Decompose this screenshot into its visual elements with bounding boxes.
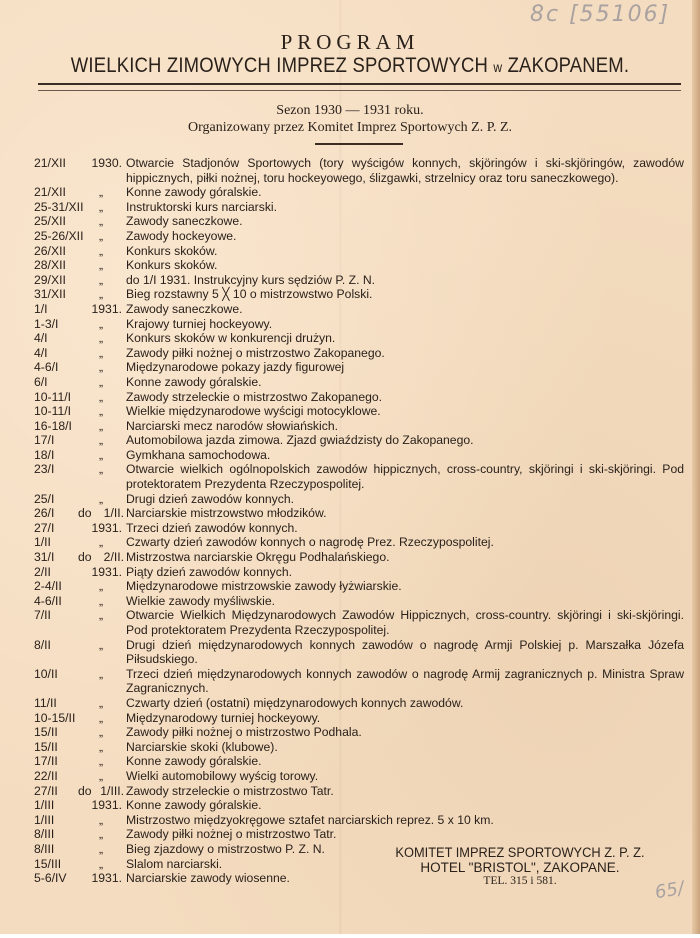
event-date: 11/II [34, 695, 57, 710]
date-column [34, 608, 124, 637]
schedule-row [34, 229, 684, 244]
event-description: Trzeci dzień międzynarodowych konnych zawodów o nagrodę Armij zagranicznych p. Ministra Spraw Zagranicznych. [126, 666, 684, 696]
date-column [34, 214, 124, 229]
event-description: Drugi dzień międzynarodowych konnych zawodów o nagrodę Armji Polskiej p. Marszałka Józefa Piłsudskiego. [126, 637, 684, 667]
event-description: Piąty dzień zawodów konnych. [126, 564, 292, 579]
ditto-mark: „ [98, 856, 104, 871]
ditto-mark: „ [98, 710, 104, 725]
event-schedule [34, 156, 684, 886]
date-column [34, 287, 124, 302]
schedule-row [34, 579, 684, 594]
date-column [34, 433, 124, 448]
date-column [34, 813, 124, 828]
schedule-row [34, 302, 684, 317]
double-rule-divider [38, 83, 681, 91]
schedule-row [34, 740, 684, 755]
event-date: 16-18/I [34, 418, 72, 433]
event-date: 29/XII [34, 272, 66, 287]
event-description: Trzeci dzień zawodów konnych. [126, 520, 298, 535]
date-column [34, 550, 124, 565]
footer-contact [360, 845, 680, 887]
date-column [34, 229, 124, 244]
event-description: Wielki automobilowy wyścig torowy. [126, 768, 319, 783]
schedule-row [34, 200, 684, 215]
ditto-mark: „ [98, 754, 104, 769]
schedule-row [34, 798, 684, 813]
schedule-row [34, 535, 684, 550]
event-date: 22/II [34, 768, 58, 783]
ditto-mark: „ [98, 739, 104, 754]
date-column [34, 448, 124, 463]
event-description: Narciarskie skoki (klubowe). [126, 739, 278, 754]
schedule-row [34, 550, 684, 565]
short-rule-divider [315, 143, 403, 145]
footer-phone: TEL. 315 i 581. [483, 875, 557, 887]
ditto-mark: „ [98, 579, 104, 594]
scan-border [0, 934, 700, 938]
ditto-mark: „ [98, 593, 104, 608]
ditto-mark: „ [98, 768, 104, 783]
ditto-mark: „ [98, 316, 104, 331]
schedule-row [34, 769, 684, 784]
event-year: 1931. [91, 301, 122, 316]
event-description: Czwarty dzień zawodów konnych o nagrodę Prez. Rzeczypospolitej. [126, 535, 494, 550]
ditto-mark: „ [98, 199, 104, 214]
schedule-row [34, 565, 684, 580]
date-column [34, 346, 124, 361]
date-column [34, 565, 124, 580]
archive-mark: 8c [55106] [530, 2, 671, 27]
schedule-row [34, 390, 684, 405]
ditto-mark: „ [98, 695, 104, 710]
event-date: 8/III [34, 841, 55, 856]
date-column [34, 404, 124, 419]
schedule-row [34, 185, 684, 200]
ditto-mark: „ [98, 345, 104, 360]
event-year: 1931. [91, 564, 122, 579]
date-column [34, 185, 124, 200]
event-date: 4/I [34, 331, 48, 346]
ditto-mark: „ [98, 243, 104, 258]
event-date: 2-4/II [34, 579, 62, 594]
date-range-end: 1/II. [103, 506, 124, 521]
ditto-mark: „ [98, 258, 104, 273]
date-column [34, 696, 124, 711]
ditto-mark: „ [98, 272, 104, 287]
event-description: Mistrzostwa narciarskie Okręgu Podhalańskiego. [126, 550, 390, 565]
date-column [34, 258, 124, 273]
schedule-row [34, 375, 684, 390]
event-date: 25-31/XII [34, 199, 84, 214]
date-column [34, 594, 124, 609]
event-description: Bieg zjazdowy o mistrzostwo P. Z. N. [126, 841, 325, 856]
date-range [78, 550, 124, 565]
schedule-row [34, 156, 684, 185]
event-date: 26/XII [34, 243, 66, 258]
event-date: 23/I [34, 462, 55, 477]
event-description: Zawody piłki nożnej o mistrzostwo Podhala. [126, 725, 362, 740]
event-date: 27/II [34, 783, 58, 798]
schedule-row [34, 638, 684, 667]
schedule-row [34, 287, 684, 302]
event-date: 8/III [34, 827, 55, 842]
paper-edge [692, 0, 700, 938]
event-date: 26/I [34, 506, 55, 521]
event-date: 25-26/XII [34, 228, 84, 243]
date-column [34, 579, 124, 594]
date-column [34, 462, 124, 491]
schedule-row [34, 317, 684, 332]
event-description: Narciarskie mistrzowstwo młodzików. [126, 506, 327, 521]
organizer-line: Organizowany przez Komitet Imprez Sportowych Z. P. Z. [188, 120, 512, 135]
event-date: 27/I [34, 520, 55, 535]
event-date: 17/II [34, 754, 58, 769]
ditto-mark: „ [98, 666, 104, 681]
subtitle-w: w [493, 59, 503, 75]
event-description: Czwarty dzień (ostatni) międzynarodowych konnych zawodów. [126, 695, 464, 710]
schedule-row [34, 754, 684, 769]
schedule-row [34, 813, 684, 828]
event-year: 1931. [91, 520, 122, 535]
date-column [34, 784, 124, 799]
date-column [34, 244, 124, 259]
event-date: 2/II [34, 564, 51, 579]
event-description: Slalom narciarski. [126, 856, 223, 871]
ditto-mark: „ [98, 228, 104, 243]
schedule-row [34, 273, 684, 288]
date-column [34, 360, 124, 375]
event-date: 4/I [34, 345, 48, 360]
schedule-row [34, 594, 684, 609]
event-description: Gymkhana samochodowa. [126, 447, 271, 462]
event-date: 1/II [34, 535, 51, 550]
event-description: Otwarcie Stadjonów Sportowych (tory wyścigów konnych, skjöringów i ski-skjöringów, zawodów hippicznych, piłki nożnej, toru hockeyowego, ślizgawki, strzelnicy oraz toru saneczkowego). [126, 156, 684, 185]
ditto-mark: „ [98, 725, 104, 740]
event-date: 10/II [34, 666, 58, 681]
subtitle-part-b: ZAKOPANEM. [507, 53, 630, 77]
event-date: 6/I [34, 374, 48, 389]
date-range-end: 1/III. [100, 783, 124, 798]
event-year: 1931. [91, 798, 122, 813]
schedule-row [34, 696, 684, 711]
date-column [34, 200, 124, 215]
event-date: 15/II [34, 725, 58, 740]
date-column [34, 871, 124, 886]
date-column [34, 740, 124, 755]
season-line: Sezon 1930 — 1931 roku. [276, 103, 424, 118]
footer-committee: KOMITET IMPREZ SPORTOWYCH Z. P. Z. [395, 845, 645, 860]
event-date: 25/XII [34, 214, 66, 229]
event-date: 15/II [34, 739, 58, 754]
schedule-row [34, 433, 684, 448]
date-column [34, 711, 124, 726]
event-date: 1/III [34, 812, 55, 827]
event-date: 1/III [34, 798, 55, 813]
subtitle-part-a: WIELKICH ZIMOWYCH IMPREZ SPORTOWYCH [70, 53, 489, 77]
event-description: Otwarcie Wielkich Międzynarodowych Zawodów Hippicznych, cross-country. skjöringi i ski-skjöringi. Pod protektoratem Prezydenta Rzeczypospolitej. [126, 608, 684, 637]
schedule-row [34, 244, 684, 259]
date-column [34, 156, 124, 185]
event-description: Międzynarodowe mistrzowskie zawody łyżwiarskie. [126, 579, 402, 594]
event-date: 31/XII [34, 287, 66, 302]
ditto-mark: „ [98, 841, 104, 856]
ditto-mark: „ [98, 389, 104, 404]
ditto-mark: „ [98, 447, 104, 462]
schedule-row [34, 258, 684, 273]
schedule-row [34, 492, 684, 507]
event-description: Mistrzostwo międzyokręgowe sztafet narciarskich reprez. 5 x 10 km. [126, 812, 494, 827]
date-column [34, 535, 124, 550]
event-description: Zawody strzeleckie o mistrzostwo Zakopanego. [126, 389, 383, 404]
date-column [34, 798, 124, 813]
ditto-mark: „ [98, 185, 104, 200]
date-column [34, 725, 124, 740]
ditto-mark: „ [98, 433, 104, 448]
date-column [34, 521, 124, 536]
event-description: Bieg rozstawny 5 ╳ 10 o mistrzowstwo Polski. [126, 287, 373, 302]
event-date: 25/I [34, 491, 55, 506]
event-date: 5-6/IV [34, 871, 67, 886]
event-date: 1/I [34, 301, 48, 316]
event-date: 10-11/I [34, 404, 72, 419]
date-column [34, 492, 124, 507]
date-range-end: 2/II. [103, 550, 124, 565]
date-column [34, 317, 124, 332]
event-description: Otwarcie wielkich ogólnopolskich zawodów hippicznych, cross-country, skjöringi i ski-skjöringi. Pod protektoratem Prezydenta Rzeczypospolitej. [126, 462, 684, 492]
schedule-row [34, 521, 684, 536]
date-column [34, 302, 124, 317]
schedule-row [34, 827, 684, 842]
date-column [34, 419, 124, 434]
event-description: Konne zawody góralskie. [126, 754, 262, 769]
ditto-mark: „ [98, 608, 104, 623]
date-range [78, 784, 124, 799]
ditto-mark: „ [98, 287, 104, 302]
document-title: PROGRAM [280, 30, 420, 54]
event-description: Zawody piłki nożnej o mistrzostwo Zakopanego. [126, 345, 385, 360]
date-column [34, 754, 124, 769]
event-date: 8/II [34, 637, 51, 652]
schedule-row [34, 214, 684, 229]
date-column [34, 842, 124, 857]
date-range-do: do [78, 550, 92, 565]
schedule-row [34, 784, 684, 799]
schedule-row [34, 346, 684, 361]
date-column [34, 506, 124, 521]
ditto-mark: „ [98, 637, 104, 652]
event-date: 28/XII [34, 258, 66, 273]
schedule-row [34, 331, 684, 346]
date-range [78, 506, 124, 521]
event-description: Wielkie zawody myśliwskie. [126, 593, 275, 608]
ditto-mark: „ [98, 331, 104, 346]
event-date: 10-11/I [34, 389, 72, 404]
ditto-mark: „ [98, 214, 104, 229]
date-column [34, 857, 124, 872]
event-date: 21/XII [34, 185, 66, 200]
date-column [34, 375, 124, 390]
event-date: 31/I [34, 550, 55, 565]
event-description: Międzynarodowe pokazy jazdy figurowej [126, 360, 345, 375]
event-date: 21/XII [34, 156, 66, 170]
schedule-row [34, 404, 684, 419]
schedule-row [34, 667, 684, 696]
event-date: 7/II [34, 608, 51, 623]
event-description: Drugi dzień zawodów konnych. [126, 491, 295, 506]
event-description: Międzynarodowy turniej hockeyowy. [126, 710, 321, 725]
ditto-mark: „ [98, 462, 104, 477]
event-date: 4-6/I [34, 360, 59, 375]
date-column [34, 638, 124, 667]
event-description: Instruktorski kurs narciarski. [126, 199, 278, 214]
event-description: Zawody saneczkowe. [126, 301, 243, 316]
event-description: Konne zawody góralskie. [126, 374, 262, 389]
date-range-do: do [78, 783, 92, 798]
ditto-mark: „ [98, 418, 104, 433]
ditto-mark: „ [98, 404, 104, 419]
ditto-mark: „ [98, 374, 104, 389]
event-date: 4-6/II [34, 593, 62, 608]
schedule-row [34, 360, 684, 375]
event-description: Zawody hockeyowe. [126, 228, 237, 243]
date-column [34, 769, 124, 784]
event-description: Zawody saneczkowe. [126, 214, 243, 229]
schedule-row [34, 725, 684, 740]
ditto-mark: „ [98, 491, 104, 506]
event-date: 1-3/I [34, 316, 59, 331]
event-date: 15/III [34, 856, 62, 871]
event-date: 10-15/II [34, 710, 76, 725]
date-column [34, 827, 124, 842]
event-description: Narciarskie zawody wiosenne. [126, 871, 290, 886]
schedule-row [34, 506, 684, 521]
event-year: 1931. [91, 871, 122, 886]
event-description: Wielkie międzynarodowe wyścigi motocyklowe. [126, 404, 381, 419]
schedule-row [34, 419, 684, 434]
event-description: do 1/I 1931. Instrukcyjny kurs sędziów P. Z. N. [126, 272, 376, 287]
event-description: Automobilowa jazda zimowa. Zjazd gwiaździsty do Zakopanego. [126, 433, 474, 448]
document-subtitle [49, 53, 651, 78]
ditto-mark: „ [98, 535, 104, 550]
ditto-mark: „ [98, 360, 104, 375]
event-description: Konkurs skoków w konkurencji drużyn. [126, 331, 336, 346]
handwritten-page-number: 65/ [653, 877, 686, 904]
date-range-do: do [78, 506, 92, 521]
schedule-row [34, 608, 684, 637]
ditto-mark: „ [98, 812, 104, 827]
event-date: 18/I [34, 447, 55, 462]
event-description: Zawody piłki nożnej o mistrzostwo Tatr. [126, 827, 337, 842]
event-description: Konkurs skoków. [126, 243, 218, 258]
event-year: 1930. [91, 156, 122, 170]
date-column [34, 331, 124, 346]
schedule-row [34, 711, 684, 726]
event-description: Konkurs skoków. [126, 258, 218, 273]
event-description: Narciarski mecz narodów słowiańskich. [126, 418, 338, 433]
date-column [34, 667, 124, 696]
ditto-mark: „ [98, 827, 104, 842]
date-column [34, 273, 124, 288]
event-description: Konne zawody góralskie. [126, 798, 262, 813]
event-description: Krajowy turniej hockeyowy. [126, 316, 273, 331]
schedule-row [34, 462, 684, 491]
footer-address: HOTEL "BRISTOL", ZAKOPANE. [420, 860, 620, 875]
event-description: Zawody strzeleckie o mistrzostwo Tatr. [126, 783, 334, 798]
date-column [34, 390, 124, 405]
event-description: Konne zawody góralskie. [126, 185, 262, 200]
event-date: 17/I [34, 433, 55, 448]
schedule-row [34, 448, 684, 463]
